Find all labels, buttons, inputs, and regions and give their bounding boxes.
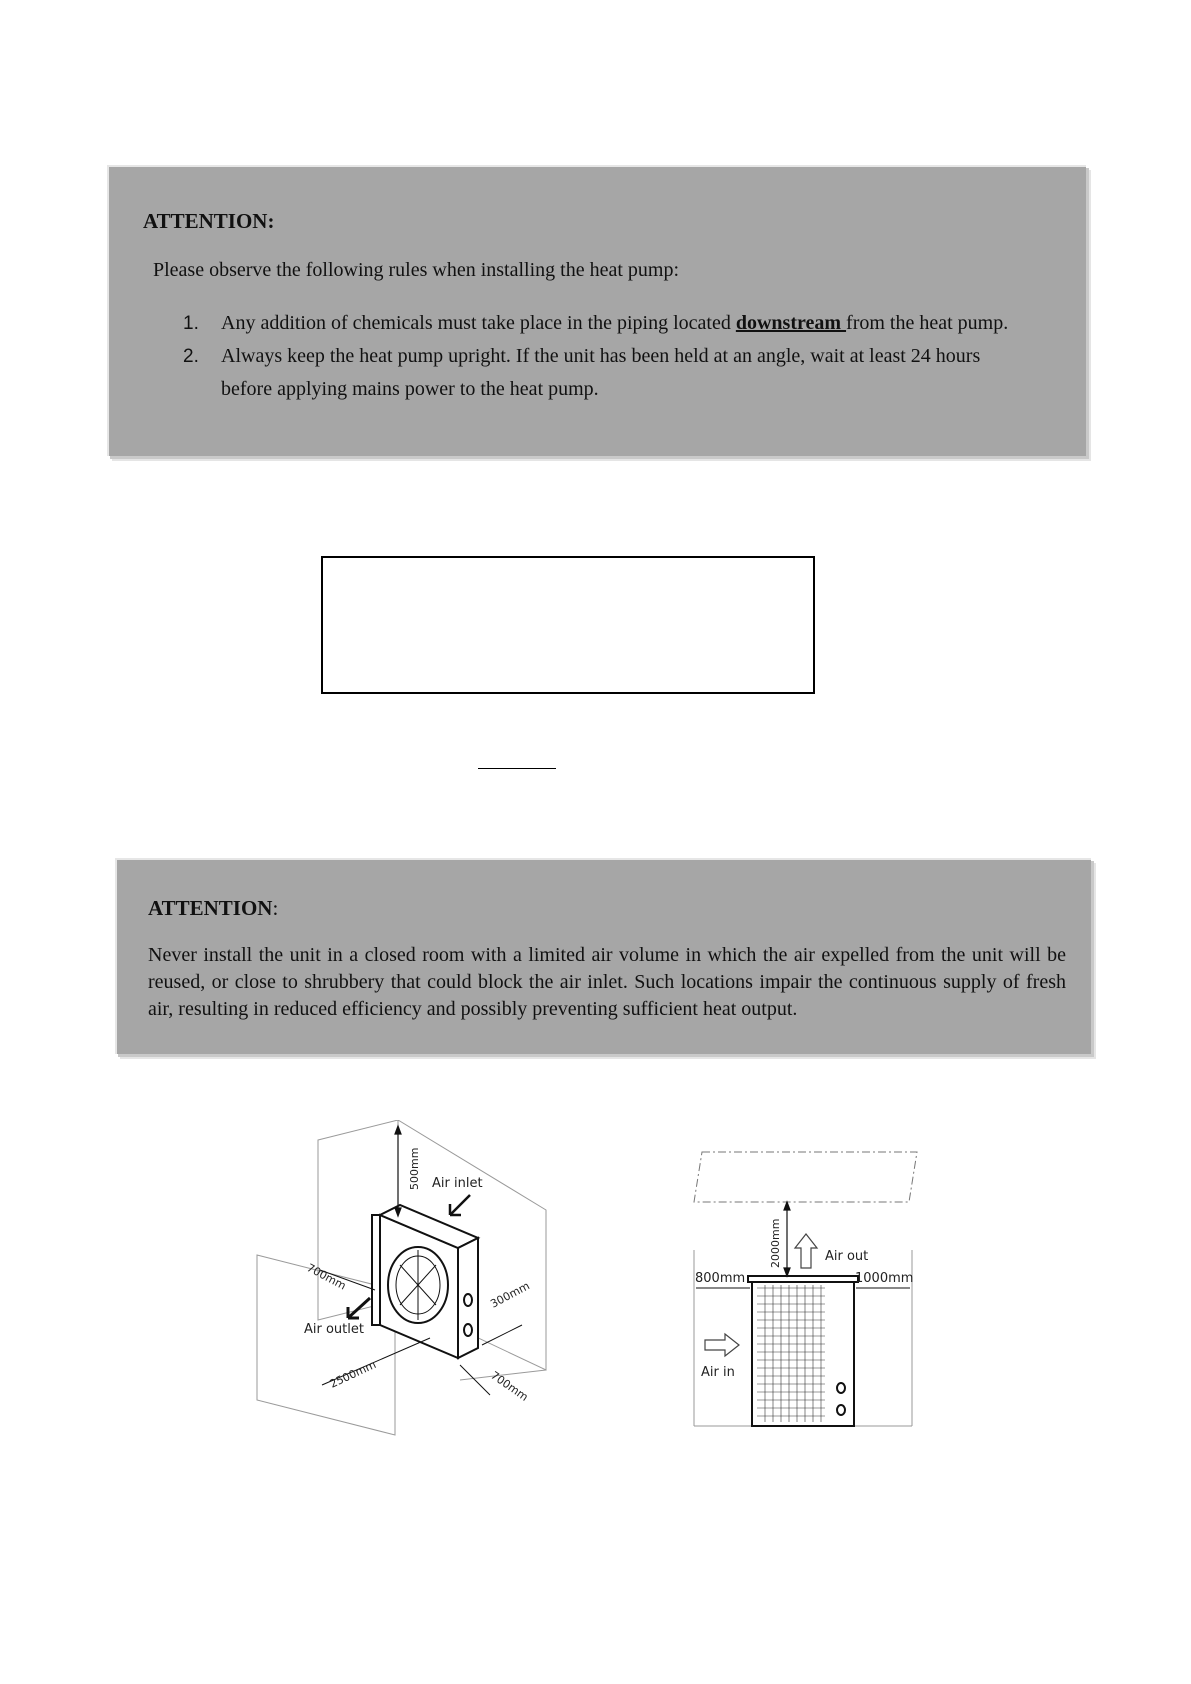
empty-frame: [321, 556, 815, 694]
attention-box-air-supply: [115, 858, 1091, 1054]
dim-800mm: 800mm: [695, 1271, 746, 1286]
rule-text-continuation: before applying mains power to the heat pump.: [221, 378, 599, 400]
rule-text-after: from the heat pump.: [846, 312, 1009, 334]
attention-paragraph: Never install the unit in a closed room with a limited air volume in which the air expelled from the unit will be reused, or close to shrubbery that could block the air inlet. Such locations impair the continuous supply of fresh air, resulting in reduced efficiency and possibly preventing sufficient heat output.: [148, 944, 1066, 1020]
front-clearance-diagram: [685, 1140, 935, 1440]
dim-700mm-rear: 700mm: [488, 1368, 531, 1404]
attention-intro: Please observe the following rules when installing the heat pump:: [153, 259, 679, 281]
attention-heading: [148, 896, 278, 921]
attention-heading: ATTENTION:: [143, 209, 275, 233]
air-out-label: Air out: [825, 1249, 869, 1264]
air-inlet-arrow-icon: [450, 1195, 470, 1215]
isometric-clearance-diagram: [250, 1120, 590, 1450]
heat-pump-unit-icon: [372, 1205, 478, 1358]
rule-number: 2.: [183, 346, 199, 367]
rule-text: Always keep the heat pump upright. If the unit has been held at an angle, wait at least 24 hours: [221, 345, 981, 367]
air-in-label: Air in: [701, 1365, 735, 1380]
dim-700mm-left: 700mm: [304, 1261, 349, 1293]
attention-box-installation-rules: [107, 165, 1086, 456]
dim-300mm: 300mm: [488, 1279, 532, 1311]
rule-emphasis-downstream: downstream: [735, 312, 847, 334]
air-inlet-label: Air inlet: [432, 1176, 483, 1191]
ceiling-outline: [694, 1152, 917, 1202]
heat-pump-unit-icon: [748, 1276, 858, 1426]
attention-heading-colon: :: [272, 896, 279, 920]
rule-text-before: Any addition of chemicals must take place in the piping located: [221, 312, 736, 334]
air-in-arrow-icon: [705, 1334, 739, 1356]
rule-text: [221, 307, 1061, 340]
attention-heading-text: ATTENTION: [148, 896, 273, 920]
dim-500mm: 500mm: [408, 1147, 421, 1190]
short-underline: [478, 768, 556, 769]
dim-2000mm: 2000mm: [769, 1218, 782, 1268]
air-out-arrow-icon: [795, 1234, 817, 1268]
dim-1000mm: 1000mm: [855, 1271, 914, 1286]
dim-2500mm: 2500mm: [327, 1358, 379, 1391]
rule-number: 1.: [183, 313, 199, 334]
air-outlet-label: Air outlet: [304, 1322, 364, 1337]
